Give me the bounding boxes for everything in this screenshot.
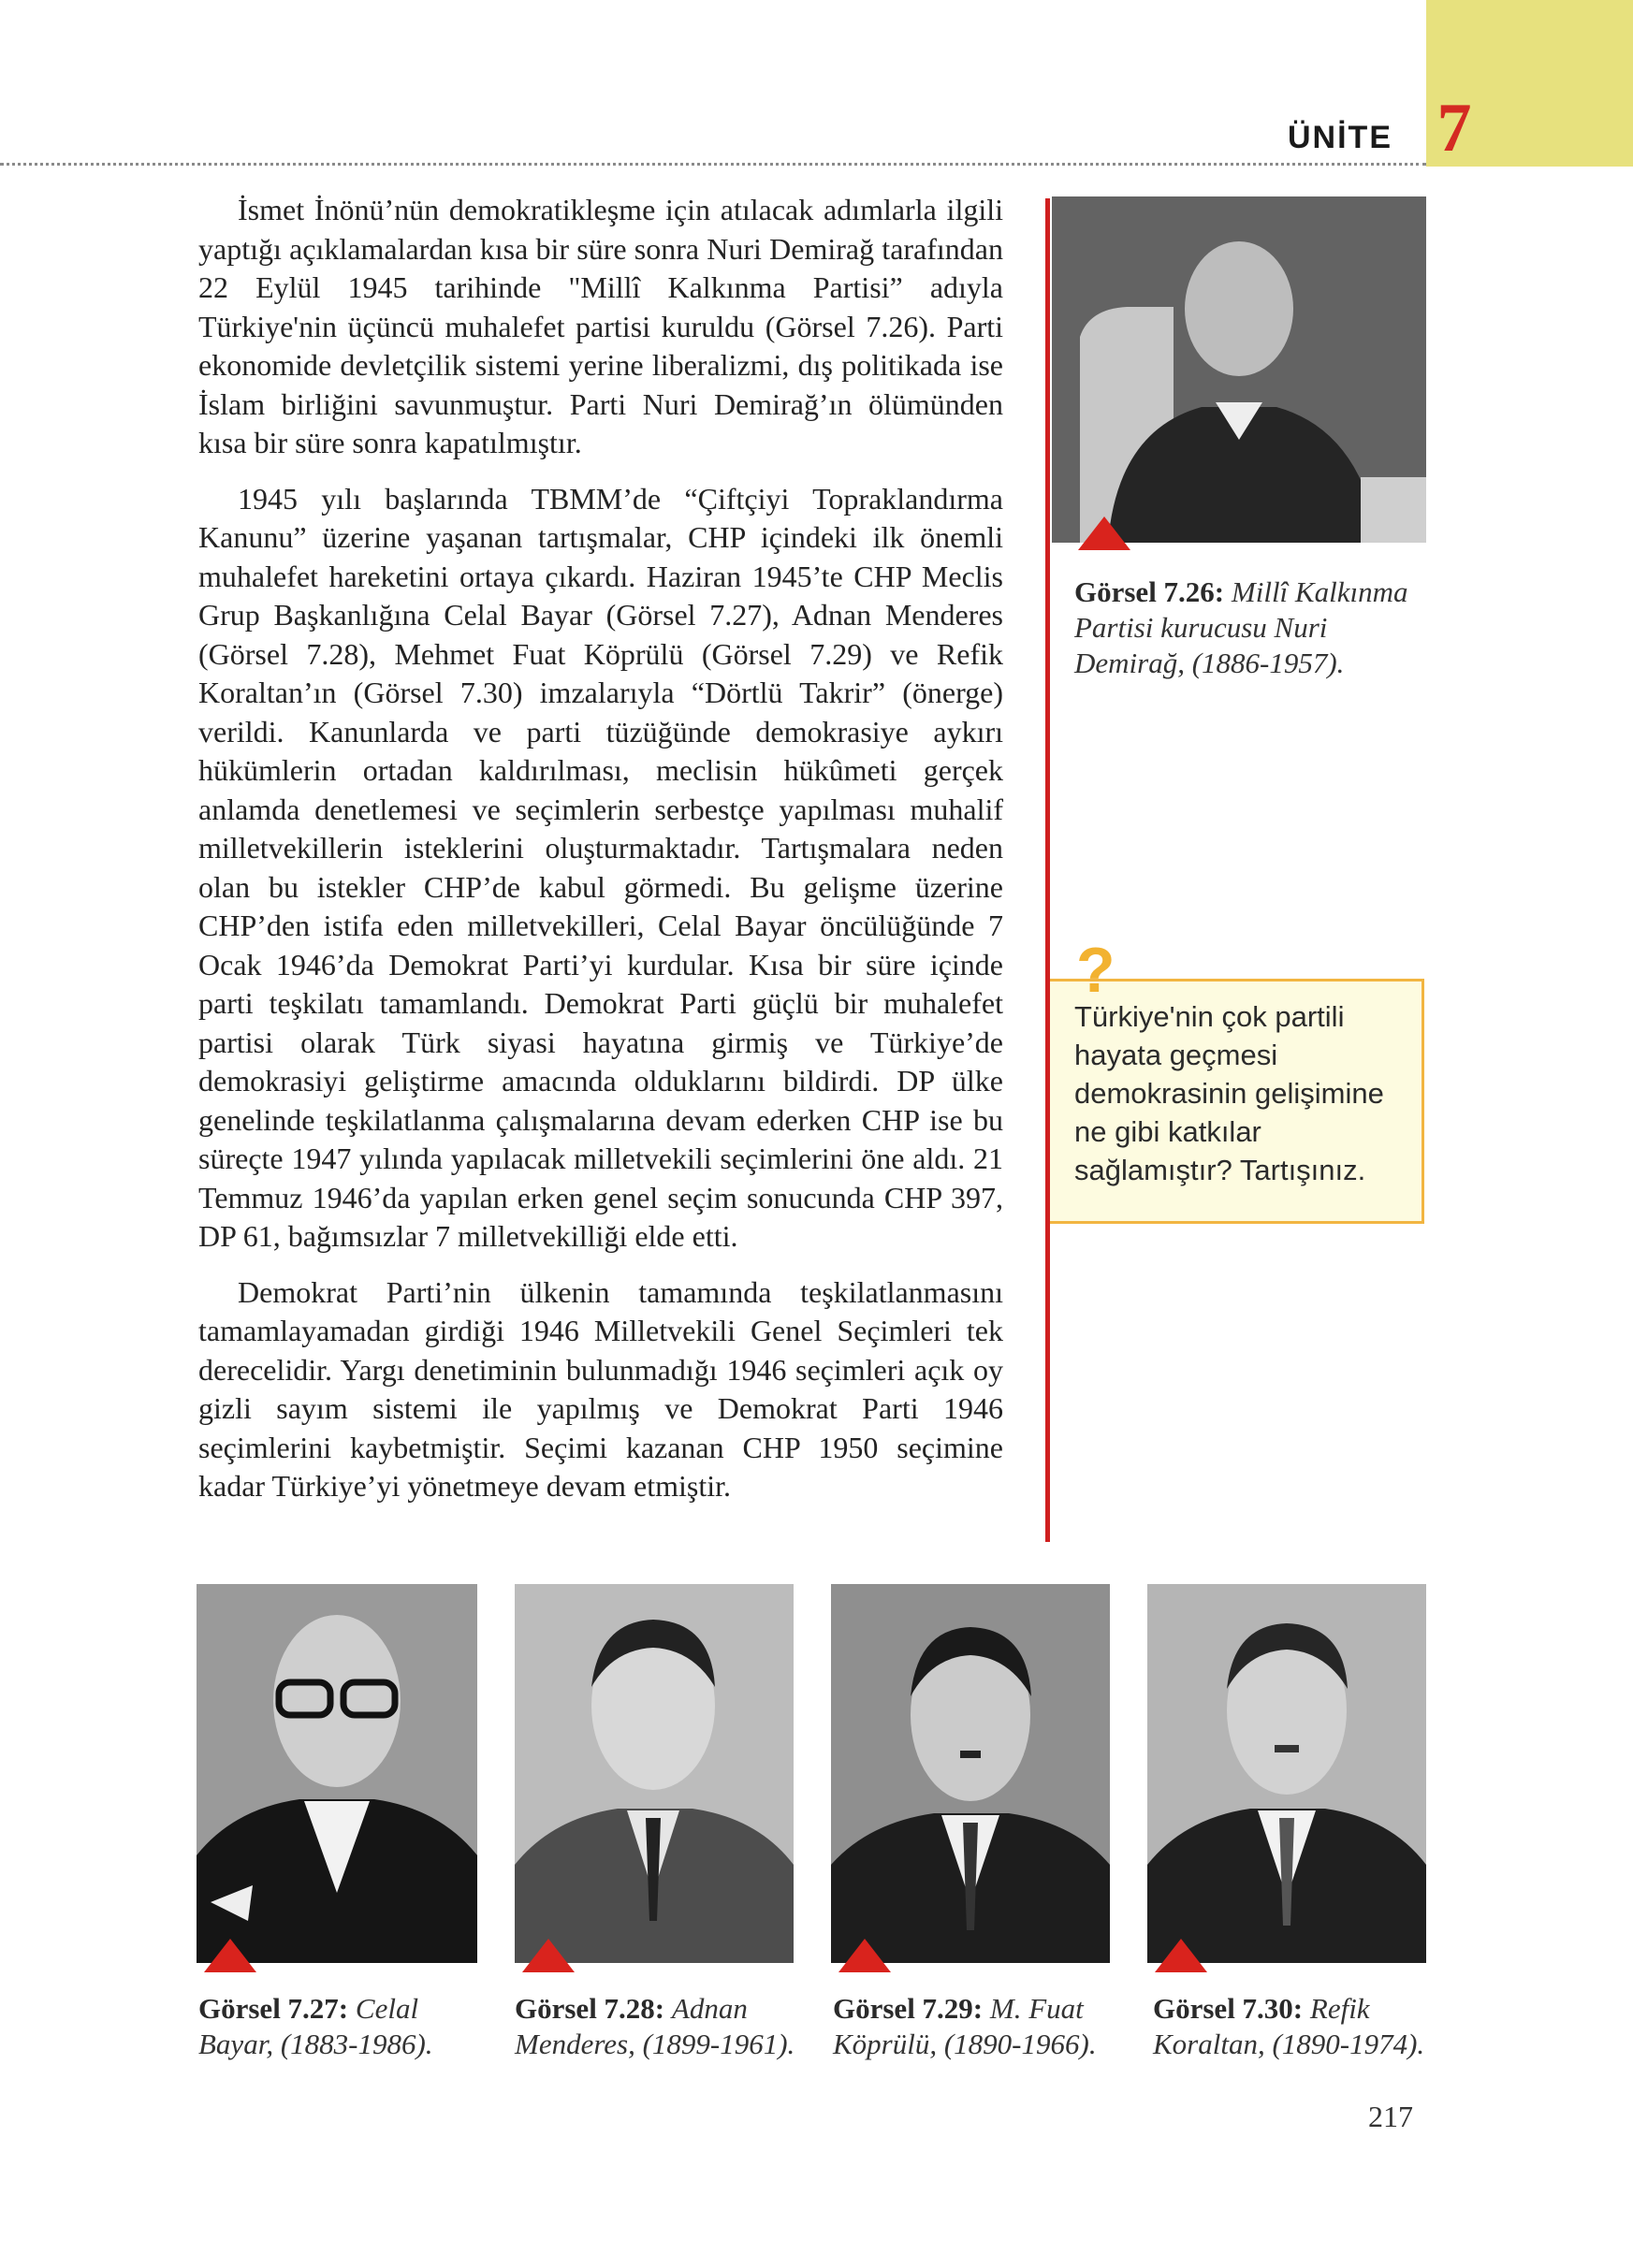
- caption-marker: [1078, 516, 1130, 550]
- portrait-fuat-koprulu: [831, 1584, 1110, 1963]
- main-text: [198, 191, 1003, 1523]
- caption-marker: [838, 1939, 891, 1972]
- caption-label: Görsel 7.28:: [515, 1992, 665, 2025]
- portrait-refik-koraltan: [1147, 1584, 1426, 1963]
- question-mark-icon: ?: [1076, 935, 1115, 1006]
- caption-text: Adnan Menderes, (1899-1961).: [515, 1992, 795, 2060]
- caption-7-30: [1153, 1991, 1443, 2062]
- caption-label: Görsel 7.30:: [1153, 1992, 1304, 2025]
- caption-text: Millî Kalkınma Partisi kurucusu Nuri Demirağ, (1886-1957).: [1074, 575, 1408, 679]
- caption-label: Görsel 7.26:: [1074, 575, 1225, 608]
- paragraph: İsmet İnönü’nün demokratikleşme için atılacak adımlarla ilgili yaptığı açıklamalardan kısa bir süre sonra Nuri Demirağ tarafından 22 Eylül 1945 tarihinde "Millî Kalkınma Partisi” adıyla Türkiye'nin üçüncü muhalefet partisi kuruldu (Görsel 7.26). Parti ekonomide devletçilik sistemi yerine liberalizmi, dış politikada ise İslam birliğini savunmuştur. Parti Nuri Demirağ’ın ölümünden kısa bir süre sonra kapatılmıştır.: [198, 193, 1003, 459]
- caption-7-29: [833, 1991, 1142, 2062]
- caption-7-28: [515, 1991, 824, 2062]
- caption-text: Celal Bayar, (1883-1986).: [198, 1992, 433, 2060]
- caption-marker: [522, 1939, 575, 1972]
- paragraph: Demokrat Parti’nin ülkenin tamamında teşkilatlanmasını tamamlayamadan girdiği 1946 Milletvekili Genel Seçimleri tek derecelidir. Yargı denetiminin bulunmadığı 1946 seçimleri açık oy gizli sayım sistemi ile yapılmış ve Demokrat Parti 1946 seçimlerini kaybetmiştir. Seçimi kazanan CHP 1950 seçimine kadar Türkiye’yi yönetmeye devam etmiştir.: [198, 1274, 1003, 1503]
- page-number: 217: [1368, 2100, 1413, 2133]
- caption-text: M. Fuat Köprülü, (1890-1966).: [833, 1992, 1097, 2060]
- unit-label: ÜNİTE: [1288, 120, 1392, 155]
- sidebar-rule: [1045, 198, 1050, 1542]
- paragraph: 1945 yılı başlarında TBMM’de “Çiftçiyi Topraklandırma Kanunu” üzerine yaşanan tartışmalar, CHP içindeki ilk önemli muhalefet hareketini ortaya çıkardı. Haziran 1945’te CHP Meclis Grup Başkanlığına Celal Bayar (Görsel 7.27), Adnan Menderes (Görsel 7.28), Mehmet Fuat Köprülü (Görsel 7.29) ve Refik Koraltan’ın (Görsel 7.30) imzalarıyla “Dörtlü Takrir” (önerge) verildi. Kanunlarda ve parti tüzüğünde demokrasiye aykırı hükümlerin ortadan kaldırılması, meclisin hükûmeti gerçek anlamda denetlemesi ve seçimlerin serbestçe yapılması muhalif milletvekillerin isteklerini oluşturmaktadır. Tartışmalara neden olan bu istekler CHP’de kabul görmedi. Bu gelişme üzerine CHP’den istifa eden milletvekilleri, Celal Bayar öncülüğünde 7 Ocak 1946’da Demokrat Parti’yi kurdular. Kısa bir süre içinde parti teşkilatı tamamlandı. Demokrat Parti güçlü bir muhalefet partisi olarak Türk siyasi hayatına girmiş ve Türkiye’de demokrasiyi geliştirme amacında olduklarını bildirdi. DP ülke genelinde teşkilatlanma çalışmalarına devam ederken CHP ise bu süreçte 1947 yılında yapılacak milletvekili seçimlerini öne aldı. 21 Temmuz 1946’da yapılan erken genel seçim sonucunda CHP 397, DP 61, bağımsızlar 7 milletvekilliği elde etti.: [198, 481, 1003, 1253]
- unit-number: 7: [1436, 90, 1472, 167]
- caption-marker: [1155, 1939, 1207, 1972]
- portrait-nuri-demirag: [1052, 196, 1426, 543]
- portrait-celal-bayar: [197, 1584, 477, 1963]
- portrait-adnan-menderes: [515, 1584, 794, 1963]
- caption-marker: [204, 1939, 256, 1972]
- question-text: Türkiye'nin çok partili hayata geçmesi demokrasinin gelişimine ne gibi katkılar sağlamıştır? Tartışınız.: [1074, 1000, 1384, 1186]
- caption-7-27: [198, 1991, 498, 2062]
- caption-label: Görsel 7.29:: [833, 1992, 984, 2025]
- caption-main: [1074, 574, 1430, 681]
- caption-label: Görsel 7.27:: [198, 1992, 349, 2025]
- caption-text: Refik Koraltan, (1890-1974).: [1153, 1992, 1425, 2060]
- header-divider: [0, 163, 1426, 166]
